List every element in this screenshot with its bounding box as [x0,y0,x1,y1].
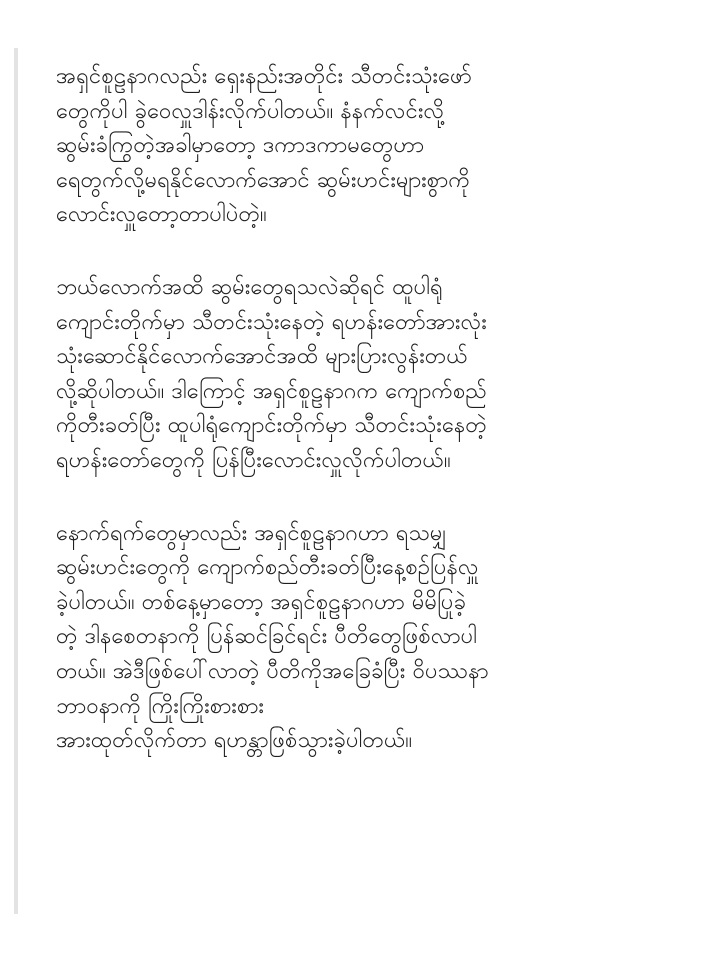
text-line: ကိုတီးခတ်ပြီး ထူပါရုံကျောင်းတိုက်မှာ သီတင်းသုံးနေတဲ့ [56,413,487,439]
text-line: လောင်းလှူတော့တာပါပဲတဲ့။ [56,202,267,228]
article-body [56,60,696,797]
text-line: ဆွမ်းဟင်းတွေကို ကျောက်စည်တီးခတ်ပြီးနေ့စဉ်ပြန်လှူ [56,555,479,581]
text-line: ဘာဝနာကို ကြိုးကြိုးစားစား [56,693,265,719]
text-line: သုံးဆောင်နိုင်လောက်အောင်အထိ များပြားလွန်းတယ် [56,344,468,370]
paragraph-3 [56,517,696,759]
text-line: နောက်ရက်တွေမှာလည်း အရှင်စူဠနာဂဟာ ရသမျှ [56,520,447,546]
text-line: ရေတွက်လို့မရနိုင်လောက်အောင် ဆွမ်းဟင်းများစွာကို [56,167,470,193]
left-border-line [14,48,18,914]
text-line: ကျောင်းတိုက်မှာ သီတင်းသုံးနေတဲ့ ရဟန်းတော်အားလုံး [56,309,487,335]
text-line: လို့ဆိုပါတယ်။ ဒါကြောင့် အရှင်စူဠနာဂက ကျောက်စည် [56,378,487,404]
text-line: ခဲ့ပါတယ်။ တစ်နေ့မှာတော့ အရှင်စူဠနာဂဟာ မိမိပြုခဲ့ [56,589,467,615]
text-line: ရဟန်းတော်တွေကို ပြန်ပြီးလောင်းလှူလိုက်ပါတယ်။ [56,447,451,473]
text-line: ဆွမ်းခံကြွတဲ့အခါမှာတော့ ဒကာဒကာမတွေဟာ [56,133,425,159]
paragraph-1 [56,60,696,233]
text-line: အားထုတ်လိုက်တာ ရဟန္တာဖြစ်သွားခဲ့ပါတယ်။ [56,728,413,754]
text-line: တယ်။ အဲဒီဖြစ်ပေါ်လာတဲ့ ပီတိကိုအခြေခံပြီး ဝိပဿနာ [56,658,489,684]
text-line: ဘယ်လောက်အထိ ဆွမ်းတွေရသလဲဆိုရင် ထူပါရုံ [56,274,443,300]
text-line: တဲ့ ဒါနစေတနာကို ပြန်ဆင်ခြင်ရင်း ပီတိတွေဖြစ်လာပါ [56,624,478,650]
text-line: တွေကိုပါ ခွဲဝေလှူဒါန်းလိုက်ပါတယ်။ နံနက်လင်းလို့ [56,98,445,124]
text-line: အရှင်စူဠနာဂလည်း ရှေးနည်းအတိုင်း သီတင်းသုံးဖော် [56,64,472,89]
paragraph-2 [56,271,696,479]
